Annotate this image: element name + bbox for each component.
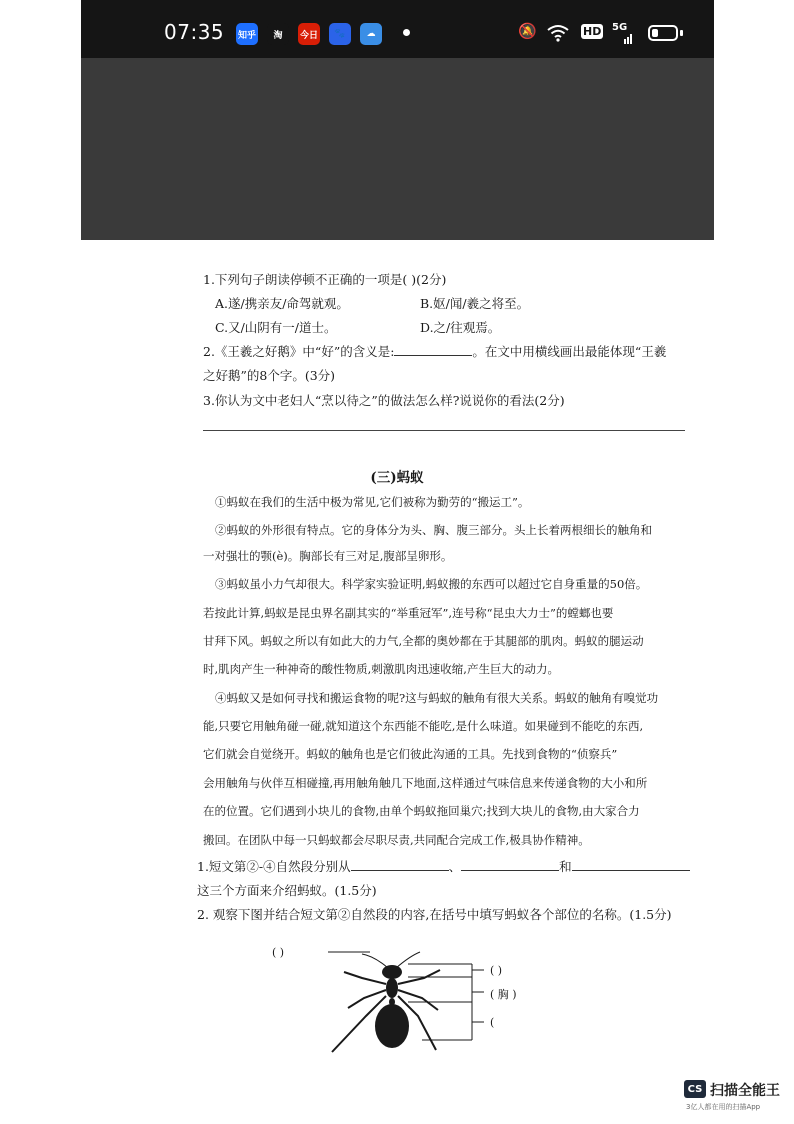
section3-question-2: 2. 观察下图并结合短文第②自然段的内容,在括号中填写蚂蚁各个部位的名称。(1.5分) [197, 907, 672, 922]
label-thorax: ( 胸 ) [490, 988, 517, 1001]
paragraph-line: 它们就会自觉绕开。蚂蚁的触角也是它们彼此沟通的工具。先找到食物的“侦察兵” [203, 747, 618, 761]
paragraph-line: 一对强壮的颚(è)。胸部长有三对足,腹部呈卵形。 [203, 549, 453, 563]
ant-drawing [262, 940, 562, 1060]
answer-blank-3[interactable] [572, 858, 690, 871]
label-abdomen-blank: ( [490, 1016, 495, 1029]
mute-bell-icon: 🔕 [518, 22, 537, 40]
option-c: C.又/山阴有一/道士。 [215, 320, 337, 335]
paragraph-line: ②蚂蚁的外形很有特点。它的身体分为头、胸、腹三部分。头上长着两根细长的触角和 [215, 523, 652, 537]
option-d: D.之/往观焉。 [420, 320, 501, 335]
section-title: (三)蚂蚁 [370, 470, 424, 486]
watermark-subtitle: 3亿人都在用的扫描App [686, 1103, 761, 1111]
question-2: 2.《王羲之好鹅》中“好”的含义是: 。在文中用横线画出最能体现“王羲 [203, 344, 667, 359]
taobao-icon: 淘 [267, 23, 289, 45]
paragraph-line: 甘拜下风。蚂蚁之所以有如此大的力气,全都的奥妙都在于其腿部的肌肉。蚂蚁的腿运动 [203, 634, 644, 648]
paragraph-line: ①蚂蚁在我们的生活中极为常见,它们被称为勤劳的“搬运工”。 [215, 495, 530, 509]
scanned-document [0, 240, 794, 1124]
signal-icon [612, 32, 634, 44]
section3-question-1: 1.短文第②-④自然段分别从 、 和 [197, 858, 690, 876]
option-a: A.遂/携亲友/命驾就观。 [215, 296, 349, 311]
wifi-icon [547, 24, 569, 42]
label-head-blank: ( ) [490, 964, 503, 977]
watermark-name: 扫描全能王 [710, 1083, 780, 1099]
battery-icon [648, 25, 678, 41]
question-3: 3.你认为文中老妇人“烹以待之”的做法怎么样?说说你的看法(2分) [203, 393, 565, 408]
paragraph-line: ④蚂蚁又是如何寻找和搬运食物的呢?这与蚂蚁的触角有很大关系。蚂蚁的触角有嗅觉功 [215, 691, 659, 705]
paragraph-line: 会用触角与伙伴互相碰撞,再用触角触几下地面,这样通过气味信息来传递食物的大小和所 [203, 776, 648, 790]
baidu-icon: 🐾 [329, 23, 351, 45]
option-b: B.妪/闻/羲之将至。 [420, 296, 530, 311]
label-antenna-blank: ( ) [272, 946, 285, 959]
question-1: 1.下列句子朗读停顿不正确的一项是( )(2分) [203, 272, 447, 287]
weather-icon: ☁ [360, 23, 382, 45]
paragraph-line: 时,肌肉产生一种神奇的酸性物质,刺激肌肉迅速收缩,产生巨大的动力。 [203, 662, 559, 676]
paragraph-line: 搬回。在团队中每一只蚂蚁都会尽职尽责,共同配合完成工作,极具协作精神。 [203, 833, 590, 847]
section3-question-1-cont: 这三个方面来介绍蚂蚁。(1.5分) [197, 883, 377, 898]
status-bar [81, 0, 714, 58]
hd-icon: HD [583, 25, 602, 38]
zhihu-icon: 知乎 [236, 23, 258, 45]
ant-diagram [262, 940, 562, 1060]
paragraph-line: 在的位置。它们遇到小块儿的食物,由单个蚂蚁拖回巢穴;找到大块儿的食物,由大家合力 [203, 804, 640, 818]
answer-line[interactable] [203, 430, 685, 431]
answer-blank[interactable] [394, 343, 472, 356]
question-2-cont: 之好鹅”的8个字。(3分) [203, 368, 336, 383]
red-app-icon: 今日 [298, 23, 320, 45]
answer-blank-1[interactable] [351, 858, 449, 871]
paragraph-line: ③蚂蚁虽小力气却很大。科学家实验证明,蚂蚁搬的东西可以超过它自身重量的50倍。 [215, 577, 648, 591]
camscanner-logo: CS [684, 1080, 706, 1098]
notification-dot-icon [403, 29, 410, 36]
answer-blank-2[interactable] [461, 858, 559, 871]
status-time: 07:35 [164, 20, 225, 44]
network-label: 5G [612, 22, 628, 33]
paragraph-line: 若按此计算,蚂蚁是昆虫界名副其实的“举重冠军”,连号称“昆虫大力士”的螳螂也要 [203, 606, 614, 620]
paragraph-line: 能,只要它用触角碰一碰,就知道这个东西能不能吃,是什么味道。如果碰到不能吃的东西, [203, 719, 644, 733]
